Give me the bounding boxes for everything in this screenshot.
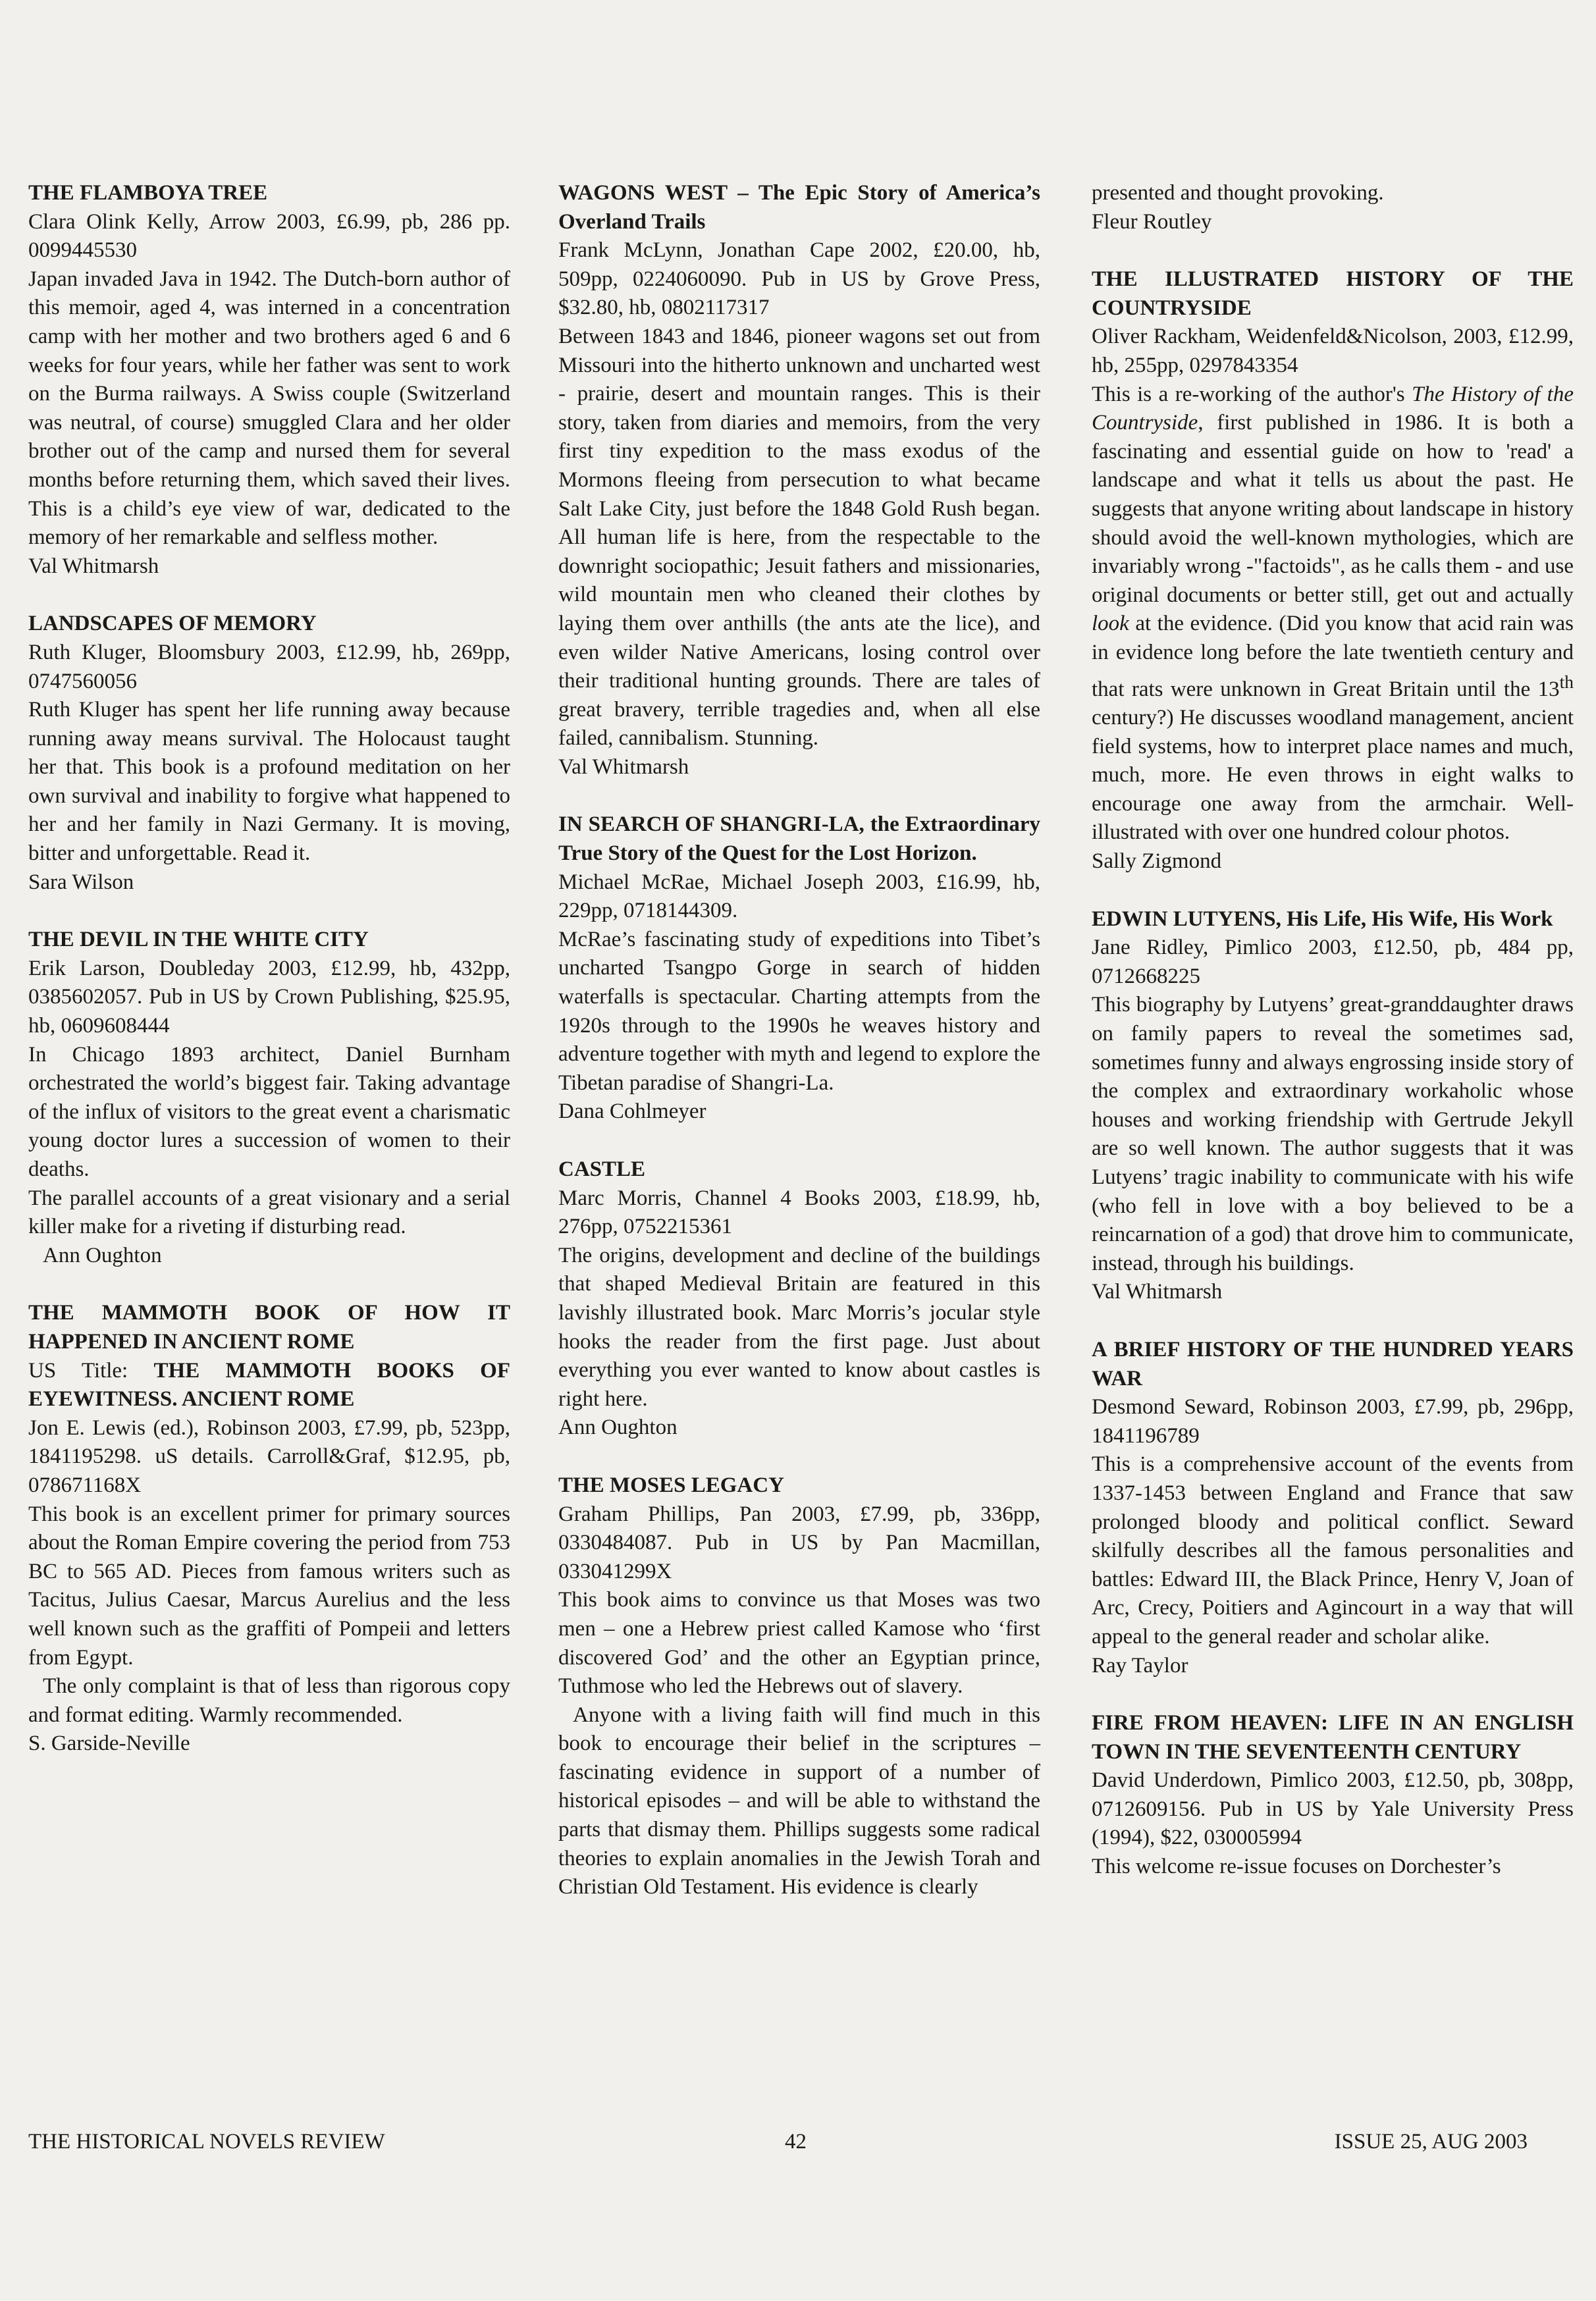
review-text: This is a re-working of the author's The History of the Countryside, first published in 1986. It is both a fascinating and essential guide on how to 'read' a landscape and what it tells us about the past. He suggests that anyone writing about landscape in history should avoid the well-known mythologies, which are invariably wrong -"factoids", as he calls them - and use original documents or better still, get out and actually look at the evidence. (Did you know that acid rain was in evidence long before the late twentieth century and that rats were unknown in Great Britain until the 13th century?) He discusses woodland management, ancient field systems, how to interpret place names and much, much, more. He even throws in eight walks to encourage one away from the armchair. Well-illustrated with over one hundred colour photos. xyxy=(1092,382,1574,845)
review-title: THE ILLUSTRATED HISTORY OF THE COUNTRYSIDE xyxy=(1092,267,1574,320)
review xyxy=(558,1471,1040,1902)
review-text: McRae’s fascinating study of expeditions into Tibet’s uncharted Tsangpo Gorge in search of hidden waterfalls is spectacular. Charting attempts from the 1920s through to the 1990s he weaves history and adventure together with myth and legend to explore the Tibetan paradise of Shangri-La. xyxy=(558,927,1040,1095)
review-text: Jane Ridley, Pimlico 2003, £12.50, pb, 484 pp, 0712668225 xyxy=(1092,936,1574,988)
review xyxy=(1092,905,1574,1307)
review-text: Ruth Kluger has spent her life running away because running away means survival. The Holocaust taught her that. This book is a profound meditation on her own survival and inability to forgive what happened to her and her family in Nazi Germany. It is moving, bitter and unforgettable. Read it. xyxy=(28,698,510,866)
column-1 xyxy=(28,179,510,1759)
column-2 xyxy=(558,179,1040,1902)
reviewer-name: Val Whitmarsh xyxy=(558,754,689,779)
review-title: FIRE FROM HEAVEN: LIFE IN AN ENGLISH TOWN IN THE SEVENTEENTH CENTURY xyxy=(1092,1711,1574,1764)
review-text: This biography by Lutyens’ great-granddaughter draws on family papers to reveal the sometimes sad, sometimes funny and always engrossing inside story of the complex and extraordinary workaholic whose houses and working friendship with Gertrude Jekyll are so well known. The author suggests that it was Lutyens’ tragic inability to communicate with his wife (who fell in love with a boy believed to be a reincarnation of a god) that drove him to communicate, instead, through his buildings. xyxy=(1092,993,1574,1275)
review xyxy=(1092,1709,1574,1882)
review-text: In Chicago 1893 architect, Daniel Burnham orchestrated the world’s biggest fair. Taking advantage of the influx of visitors to the great event a charismatic young doctor lures a succession of women to their deaths. xyxy=(28,1042,510,1181)
review xyxy=(1092,179,1574,236)
reviewer-name: Fleur Routley xyxy=(1092,209,1212,234)
review-text: David Underdown, Pimlico 2003, £12.50, pb, 308pp, 0712609156. Pub in US by Yale University Press (1994), $22, 030005994 xyxy=(1092,1768,1574,1850)
review-title: A BRIEF HISTORY OF THE HUNDRED YEARS WAR xyxy=(1092,1337,1574,1390)
review-text: This book is an excellent primer for primary sources about the Roman Empire covering the period from 753 BC to 565 AD. Pieces from famous writers such as Tacitus, Julius Caesar, Marcus Aurelius and the less well known such as the graffiti of Pompeii and letters from Egypt. xyxy=(28,1502,510,1670)
review-text: Anyone with a living faith will find much in this book to encourage their belief in the scriptures – fascinating evidence in support of a number of historical episodes – and will be able to withstand the parts that dismay them. Phillips suggests some radical theories to explain anomalies in the Jewish Torah and Christian Old Testament. His evidence is clearly xyxy=(558,1703,1040,1899)
review-text: Between 1843 and 1846, pioneer wagons set out from Missouri into the hitherto unknown and uncharted west - prairie, desert and mountain ranges. This is their story, taken from diaries and memoirs, from the very first tiny expedition to the mass exodus of the Mormons fleeing from persecution to what became Salt Lake City, just before the 1848 Gold Rush began. All human life is here, from the respectable to the downright sociopathic; Jesuit fathers and missionaries, wild mountain men who cleaned their clothes by laying them over anthills (the ants ate the lice), and even wilder Native Americans, losing control over their traditional hunting grounds. There are tales of great bravery, terrible tragedies and, when all else failed, cannibalism. Stunning. xyxy=(558,324,1040,751)
review-title: LANDSCAPES OF MEMORY xyxy=(28,612,317,636)
reviewer-name: Val Whitmarsh xyxy=(1092,1280,1223,1304)
reviewer-name: Ann Oughton xyxy=(558,1415,678,1440)
review-text: This book aims to convince us that Moses was two men – one a Hebrew priest called Kamose who ‘first discovered God’ and the other an Egyptian prince, Tuthmose who led the Hebrews out of slavery. xyxy=(558,1588,1040,1699)
reviewer-name: Dana Cohlmeyer xyxy=(558,1099,706,1124)
reviewer-name: Ray Taylor xyxy=(1092,1653,1188,1678)
review-text: Erik Larson, Doubleday 2003, £12.99, hb, 432pp, 0385602057. Pub in US by Crown Publishing, $25.95, hb, 0609608444 xyxy=(28,956,510,1038)
review-text: This welcome re-issue focuses on Dorchester’s xyxy=(1092,1855,1501,1879)
review-text: Oliver Rackham, Weidenfeld&Nicolson, 2003, £12.99, hb, 255pp, 0297843354 xyxy=(1092,325,1574,377)
review-text: presented and thought provoking. xyxy=(1092,181,1384,205)
review xyxy=(28,926,510,1270)
review xyxy=(558,1155,1040,1442)
review-text: The only complaint is that of less than rigorous copy and format editing. Warmly recommended. xyxy=(28,1674,510,1727)
review xyxy=(1092,265,1574,876)
footer-publication: THE HISTORICAL NOVELS REVIEW xyxy=(28,2130,385,2154)
review-text: Jon E. Lewis (ed.), Robinson 2003, £7.99, pb, 523pp, 1841195298. uS details. Carroll&Graf, $12.95, pb, 078671168X xyxy=(28,1415,510,1497)
review-text: US Title: THE MAMMOTH BOOKS OF EYEWITNESS. ANCIENT ROME xyxy=(28,1358,510,1412)
reviewer-name: Sara Wilson xyxy=(28,870,134,894)
reviewer-name: S. Garside-Neville xyxy=(28,1732,190,1756)
review-title: THE MAMMOTH BOOK OF HOW IT HAPPENED IN ANCIENT ROME xyxy=(28,1301,510,1354)
reviewer-name: Ann Oughton xyxy=(43,1243,162,1267)
reviewer-name: Val Whitmarsh xyxy=(28,554,159,578)
review-text: Graham Phillips, Pan 2003, £7.99, pb, 336pp, 0330484087. Pub in US by Pan Macmillan, 033041299X xyxy=(558,1502,1040,1583)
review-title: THE DEVIL IN THE WHITE CITY xyxy=(28,928,369,952)
review xyxy=(28,1299,510,1759)
review-title: THE MOSES LEGACY xyxy=(558,1473,784,1497)
review-text: Michael McRae, Michael Joseph 2003, £16.99, hb, 229pp, 0718144309. xyxy=(558,870,1040,923)
review-title: WAGONS WEST – The Epic Story of America’s Overland Trails xyxy=(558,181,1040,234)
review xyxy=(28,610,510,897)
column-3 xyxy=(1092,179,1574,1882)
review xyxy=(558,810,1040,1126)
review-text: Ruth Kluger, Bloomsbury 2003, £12.99, hb, 269pp, 0747560056 xyxy=(28,640,510,693)
review xyxy=(558,179,1040,781)
review-title: IN SEARCH OF SHANGRI-LA, the Extraordinary True Story of the Quest for the Lost Horizon. xyxy=(558,812,1040,866)
review-title: EDWIN LUTYENS, His Life, His Wife, His Work xyxy=(1092,907,1553,931)
review-text: This is a comprehensive account of the events from 1337-1453 between England and France that saw prolonged bloody and political conflict. Seward skilfully describes all the famous personalities and battles: Edward III, the Black Prince, Henry V, Joan of Arc, Crecy, Poitiers and Agincourt in a way that will appeal to the general reader and scholar alike. xyxy=(1092,1452,1574,1649)
review-text: Frank McLynn, Jonathan Cape 2002, £20.00, hb, 509pp, 0224060090. Pub in US by Grove Press, $32.80, hb, 0802117317 xyxy=(558,238,1040,320)
review xyxy=(28,179,510,581)
review-text: The parallel accounts of a great visionary and a serial killer make for a riveting if disturbing read. xyxy=(28,1186,510,1239)
reviewer-name: Sally Zigmond xyxy=(1092,849,1222,874)
review-text: Marc Morris, Channel 4 Books 2003, £18.99, hb, 276pp, 0752215361 xyxy=(558,1186,1040,1239)
review xyxy=(1092,1336,1574,1680)
review-title: THE FLAMBOYA TREE xyxy=(28,181,268,205)
footer-issue: ISSUE 25, AUG 2003 xyxy=(1334,2130,1528,2154)
review-text: Desmond Seward, Robinson 2003, £7.99, pb, 296pp, 1841196789 xyxy=(1092,1395,1574,1448)
review-text: The origins, development and decline of the buildings that shaped Medieval Britain are featured in this lavishly illustrated book. Marc Morris’s jocular style hooks the reader from the first page. Just about everything you ever wanted to know about castles is right here. xyxy=(558,1243,1040,1411)
footer-page-number: 42 xyxy=(785,2130,807,2154)
review-title: CASTLE xyxy=(558,1157,646,1181)
review-text: Japan invaded Java in 1942. The Dutch-born author of this memoir, aged 4, was interned in a concentration camp with her mother and two brothers aged 6 and 6 weeks for four years, while her father was sent to work on the Burma railways. A Swiss couple (Switzerland was neutral, of course) smuggled Clara and her older brother out of the camp and nursed them for several months before returning them, which saved their lives. This is a child’s eye view of war, dedicated to the memory of her remarkable and selfless mother. xyxy=(28,267,510,550)
review-text: Clara Olink Kelly, Arrow 2003, £6.99, pb, 286 pp. 0099445530 xyxy=(28,209,510,263)
